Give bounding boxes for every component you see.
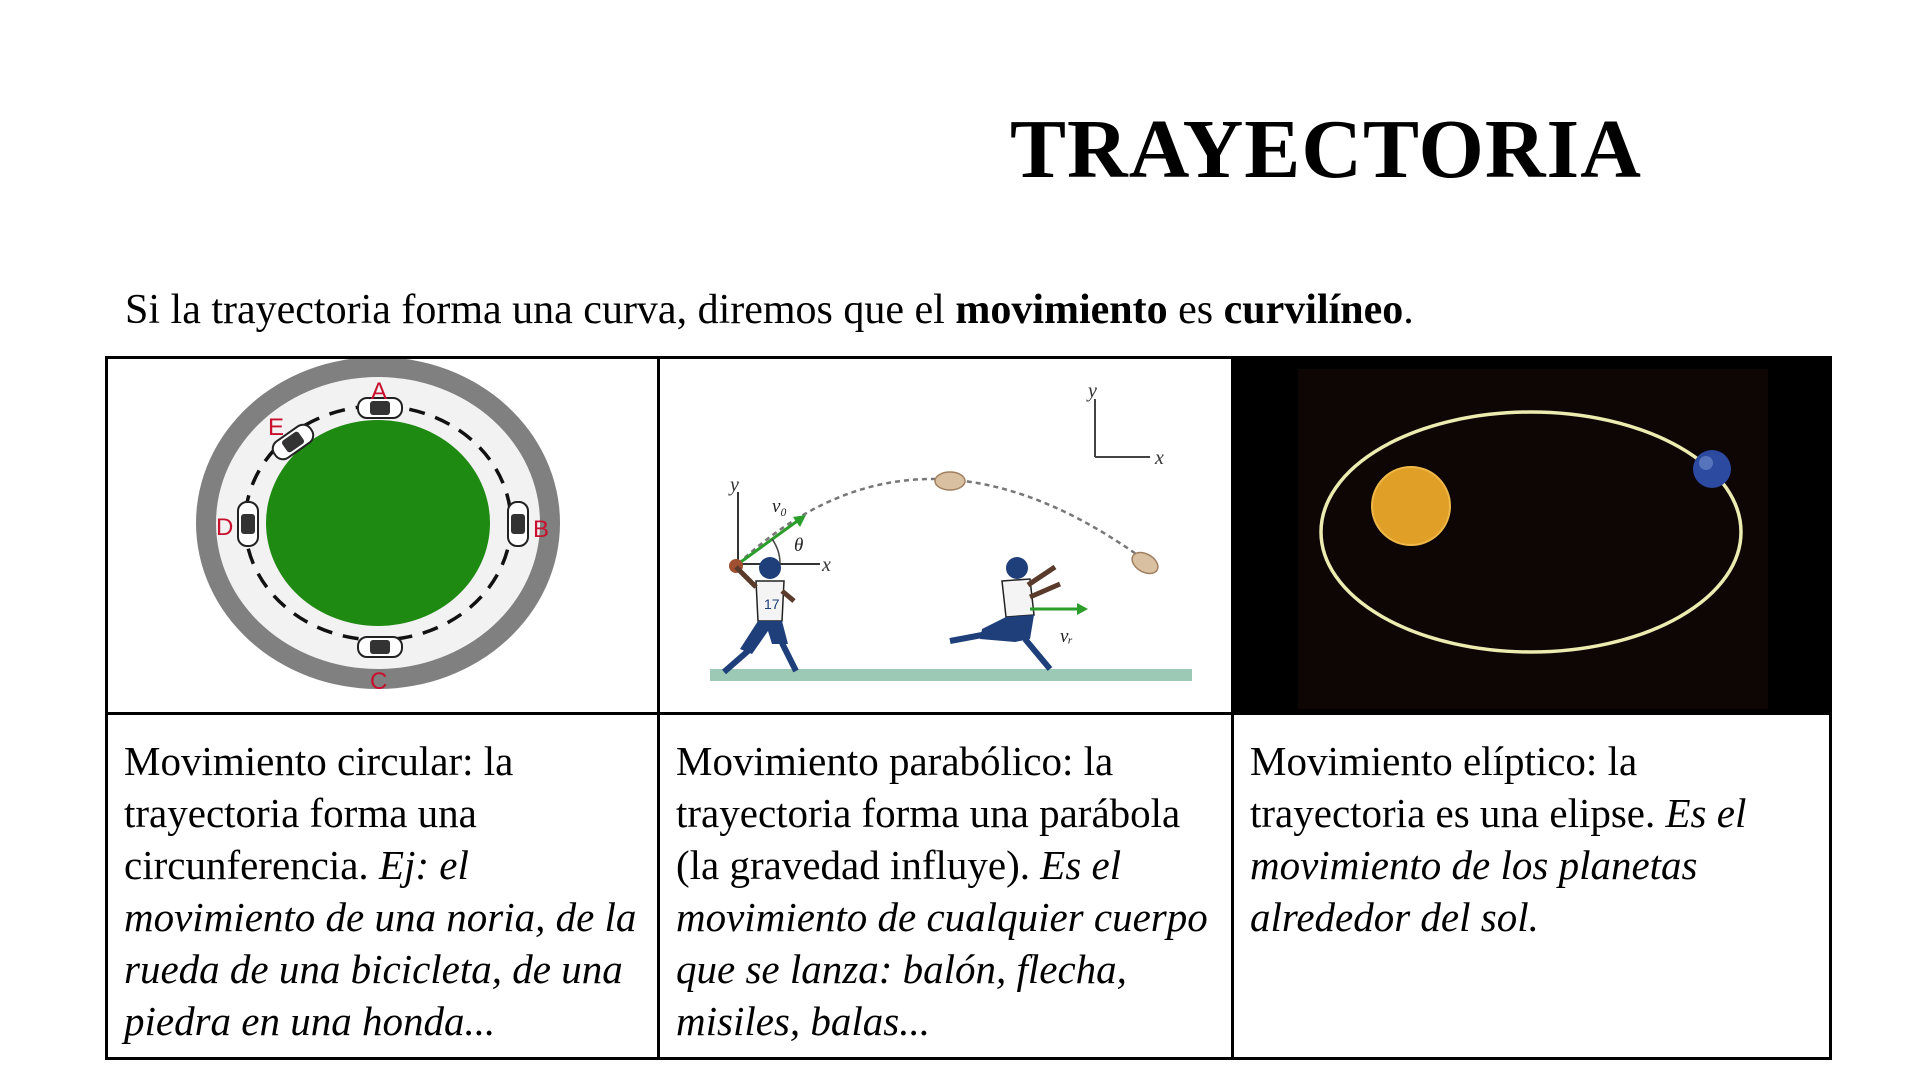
label-a: A xyxy=(371,378,388,405)
parabolic-description xyxy=(660,715,1231,1047)
elliptical-description-text: Movimiento elíptico: la trayectoria es una elipse. xyxy=(1250,738,1666,836)
ball-apex xyxy=(935,472,965,490)
vr-label: vᵣ xyxy=(1060,626,1074,647)
jersey-number: 17 xyxy=(764,596,780,612)
page-title: TRAYECTORIA xyxy=(1010,103,1642,196)
launch-x-label: x xyxy=(822,554,831,576)
space-background xyxy=(1298,369,1768,709)
green-center xyxy=(266,420,490,626)
projectile-figure xyxy=(660,359,1231,712)
parabolic-figure-cell xyxy=(660,359,1234,715)
motion-table xyxy=(105,356,1832,1060)
circular-figure-cell xyxy=(108,359,660,715)
elliptical-description-cell xyxy=(1234,715,1829,1057)
intro-bold-curvilineo: curvilíneo xyxy=(1223,287,1404,333)
launch-y-label: y xyxy=(730,474,739,496)
intro-sentence xyxy=(125,285,1414,335)
intro-suffix: . xyxy=(1403,287,1414,333)
label-c: C xyxy=(370,668,388,695)
car-d-icon xyxy=(238,502,258,546)
ref-y-label: y xyxy=(1088,380,1097,402)
parabolic-description-cell xyxy=(660,715,1234,1057)
circular-description-cell xyxy=(108,715,660,1057)
theta-label: θ xyxy=(794,535,804,556)
car-b-icon xyxy=(508,502,528,546)
elliptical-figure-cell xyxy=(1234,359,1829,715)
label-b: B xyxy=(533,516,550,543)
vr-arrowhead xyxy=(1077,603,1088,615)
planet-icon xyxy=(1693,450,1731,488)
circular-description-example: Ej: el movimiento de una noria, de la rueda de una bicicleta, de una piedra en una honda... xyxy=(124,842,637,1044)
elliptical-description xyxy=(1234,715,1829,943)
label-e: E xyxy=(268,414,285,441)
circular-track-figure xyxy=(108,359,657,712)
car-c-icon xyxy=(358,637,402,657)
label-d: D xyxy=(216,514,234,541)
intro-prefix: Si la trayectoria forma una curva, diremos que el xyxy=(125,287,956,333)
ref-x-label: x xyxy=(1155,447,1164,469)
circular-description-text: Movimiento circular: la trayectoria forma una circunferencia. xyxy=(124,738,514,888)
planet-highlight xyxy=(1699,456,1713,470)
parabolic-description-example: Es el movimiento de cualquier cuerpo que se lanza: balón, flecha, misiles, balas... xyxy=(676,842,1208,1044)
receiver-player-icon xyxy=(950,557,1060,669)
elliptical-description-example: Es el movimiento de los planetas alrededor del sol. xyxy=(1250,790,1747,940)
ground xyxy=(710,669,1192,681)
parabolic-description-text: Movimiento parabólico: la trayectoria forma una parábola (la gravedad influye). xyxy=(676,738,1181,888)
v0-label: v₀ xyxy=(772,496,788,517)
orbit-figure xyxy=(1234,359,1829,712)
circular-description xyxy=(108,715,657,1047)
intro-bold-movimiento: movimiento xyxy=(955,287,1168,333)
thrower-player-icon xyxy=(724,557,796,672)
intro-middle: es xyxy=(1167,287,1224,333)
